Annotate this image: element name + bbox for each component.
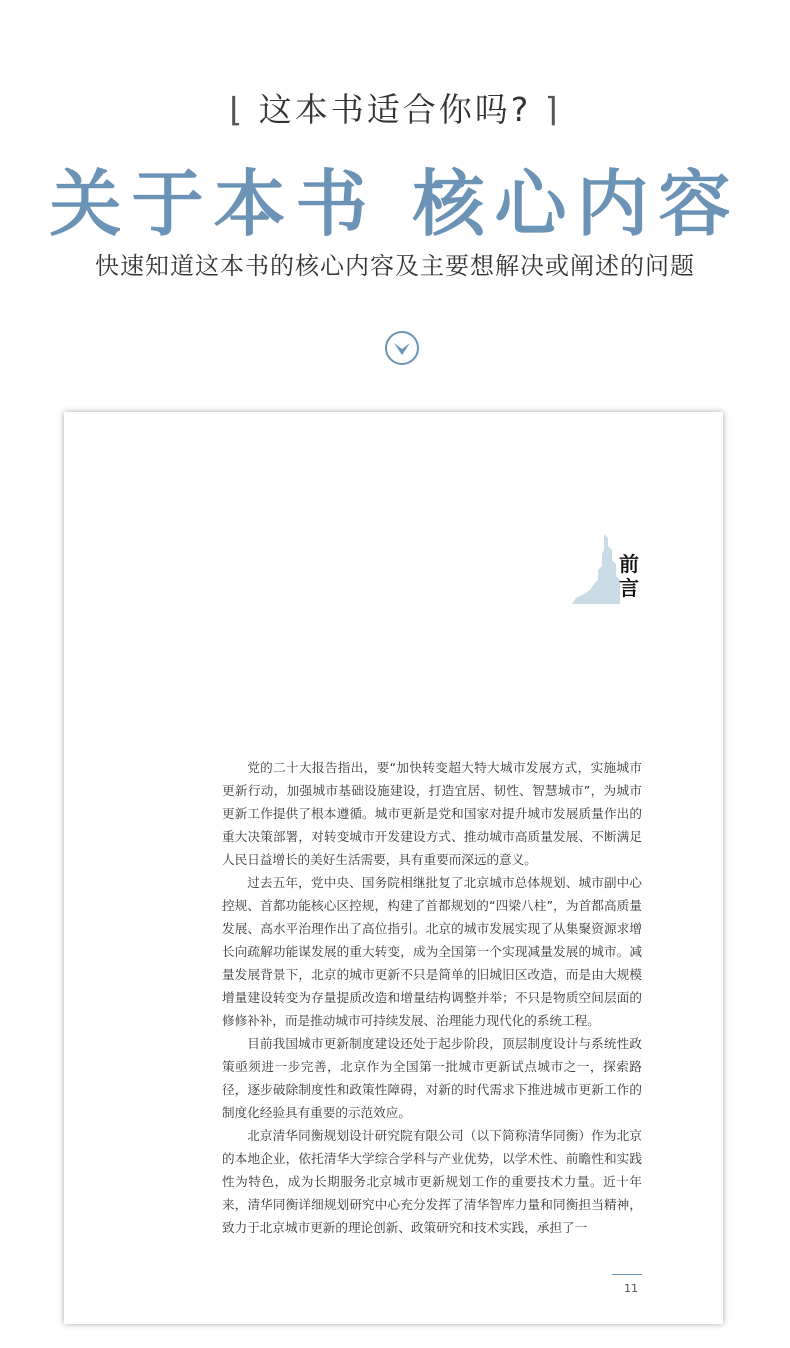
paragraph: 北京清华同衡规划设计研究院有限公司（以下简称清华同衡）作为北京的本地企业，依托清华大学综合学科与产业优势，以学术性、前瞻性和实践性为特色，成为长期服务北京城市更新规划工作的重要技术力量。近十年来，清华同衡详细规划研究中心充分发挥了清华智库力量和同衡担当精神，致力于北京城市更新的理论创新、政策研究和技术实践，承担了一 <box>222 1128 642 1235</box>
right-bracket: ⌉ <box>544 90 561 129</box>
chapter-title: 前言 <box>619 552 639 600</box>
body-text <box>222 756 642 1239</box>
subtitle: 快速知道这本书的核心内容及主要想解决或阐述的问题 <box>95 252 695 280</box>
paragraph: 目前我国城市更新制度建设还处于起步阶段，顶层制度设计与系统性政策亟须进一步完善，北京作为全国第一批城市更新试点城市之一，探索路径，逐步破除制度性和政策性障碍，对新的时代需求下推进城市更新工作的制度化经验具有重要的示范效应。 <box>222 1036 642 1120</box>
left-bracket: ⌊ <box>229 90 246 129</box>
header-question <box>0 84 790 131</box>
question-text: 这本书适合你吗? <box>258 90 532 129</box>
page-number: 11 <box>624 1282 638 1295</box>
chevron-down-circle-icon[interactable] <box>384 330 420 366</box>
headline: 关于本书 核心内容 <box>49 161 741 246</box>
book-page <box>64 412 723 1324</box>
pagoda-decoration-icon <box>572 534 620 604</box>
paragraph: 党的二十大报告指出，要“加快转变超大特大城市发展方式，实施城市更新行动，加强城市基础设施建设，打造宜居、韧性、智慧城市”，为城市更新工作提供了根本遵循。城市更新是党和国家对提升城市发展质量作出的重大决策部署，对转变城市开发建设方式、推动城市高质量发展、不断满足人民日益增长的美好生活需要，具有重要而深远的意义。 <box>222 760 642 867</box>
paragraph: 过去五年，党中央、国务院相继批复了北京城市总体规划、城市副中心控规、首都功能核心区控规，构建了首都规划的“四梁八柱”，为首都高质量发展、高水平治理作出了高位指引。北京的城市发展实现了从集聚资源求增长向疏解功能谋发展的重大转变，成为全国第一个实现减量发展的城市。减量发展背景下，北京的城市更新不只是简单的旧城旧区改造，而是由大规模增量建设转变为存量提质改造和增量结构调整并举；不只是物质空间层面的修修补补，而是推动城市可持续发展、治理能力现代化的系统工程。 <box>222 875 642 1028</box>
page-number-rule <box>612 1274 642 1275</box>
